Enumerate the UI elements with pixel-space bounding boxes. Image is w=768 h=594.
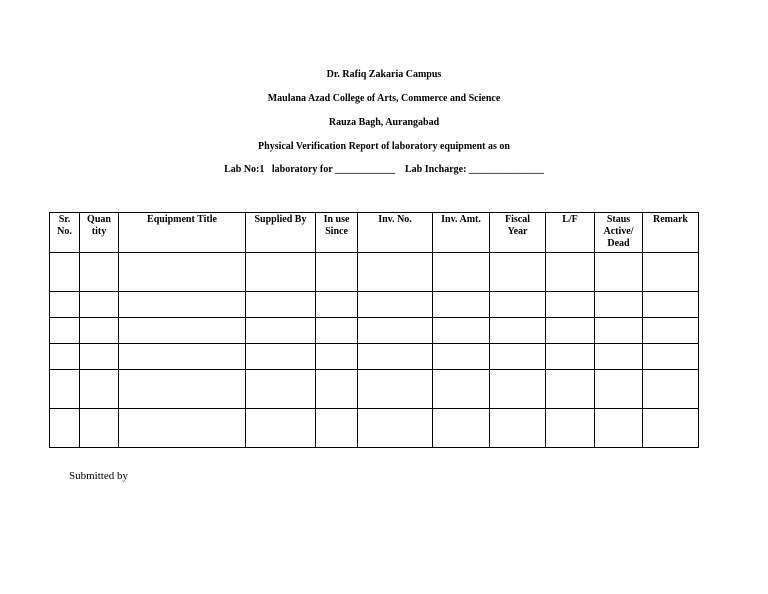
table-cell: [358, 344, 433, 370]
lab-info-line: Lab No:1 laboratory for ____________ Lab Incharge: _______________: [224, 164, 544, 175]
submitted-by-label: Submitted by: [69, 470, 128, 482]
table-cell: [490, 292, 546, 318]
col-header-inv-no: Inv. No.: [358, 213, 433, 253]
table-cell: [80, 292, 119, 318]
table-cell: [595, 409, 643, 448]
table-cell: [546, 318, 595, 344]
table-header-row: [50, 213, 699, 253]
col-header-inv-amt: Inv. Amt.: [433, 213, 490, 253]
table-cell: [80, 409, 119, 448]
table-cell: [80, 344, 119, 370]
table-cell: [433, 253, 490, 292]
table-row: [50, 409, 699, 448]
table-cell: [119, 344, 246, 370]
table-cell: [316, 318, 358, 344]
table-cell: [595, 370, 643, 409]
table-cell: [119, 292, 246, 318]
table-row: [50, 344, 699, 370]
table-cell: [643, 253, 699, 292]
table-cell: [643, 409, 699, 448]
table-cell: [119, 318, 246, 344]
col-header-in-use-since: In use Since: [316, 213, 358, 253]
table-cell: [595, 344, 643, 370]
table-cell: [490, 344, 546, 370]
table-cell: [50, 292, 80, 318]
table-cell: [119, 370, 246, 409]
table-cell: [595, 292, 643, 318]
table-row: [50, 292, 699, 318]
col-header-equipment-title: Equipment Title: [119, 213, 246, 253]
table-cell: [546, 409, 595, 448]
col-header-lf: L/F: [546, 213, 595, 253]
table-row: [50, 318, 699, 344]
table-cell: [119, 409, 246, 448]
table-cell: [316, 253, 358, 292]
table-cell: [595, 253, 643, 292]
table-row: [50, 370, 699, 409]
table-cell: [643, 318, 699, 344]
table-cell: [358, 253, 433, 292]
col-header-sr-no: Sr. No.: [50, 213, 80, 253]
campus-name: Dr. Rafiq Zakaria Campus: [326, 69, 442, 80]
table-cell: [546, 370, 595, 409]
col-header-remark: Remark: [643, 213, 699, 253]
table-cell: [316, 409, 358, 448]
table-cell: [643, 344, 699, 370]
equipment-table: [49, 212, 699, 448]
col-header-status: Staus Active/ Dead: [595, 213, 643, 253]
table-cell: [595, 318, 643, 344]
table-cell: [316, 292, 358, 318]
table-cell: [433, 344, 490, 370]
table-cell: [246, 370, 316, 409]
table-cell: [50, 409, 80, 448]
table-cell: [246, 318, 316, 344]
table-cell: [316, 344, 358, 370]
table-cell: [80, 370, 119, 409]
table-cell: [80, 318, 119, 344]
table-cell: [246, 409, 316, 448]
college-address: Rauza Bagh, Aurangabad: [328, 117, 440, 128]
table-cell: [246, 344, 316, 370]
table-cell: [50, 253, 80, 292]
table-cell: [246, 253, 316, 292]
table-cell: [358, 292, 433, 318]
college-name: Maulana Azad College of Arts, Commerce and Science: [267, 93, 501, 104]
table-cell: [50, 318, 80, 344]
col-header-quantity: Quan tity: [80, 213, 119, 253]
table-cell: [50, 344, 80, 370]
table-cell: [119, 253, 246, 292]
table-cell: [490, 318, 546, 344]
table-cell: [643, 292, 699, 318]
table-cell: [80, 253, 119, 292]
table-row: [50, 253, 699, 292]
table-cell: [433, 409, 490, 448]
table-cell: [490, 409, 546, 448]
col-header-supplied-by: Supplied By: [246, 213, 316, 253]
table-cell: [358, 318, 433, 344]
table-cell: [490, 370, 546, 409]
table-cell: [316, 370, 358, 409]
table-cell: [358, 409, 433, 448]
table-cell: [246, 292, 316, 318]
table-cell: [546, 292, 595, 318]
table-cell: [50, 370, 80, 409]
col-header-fiscal-year: Fiscal Year: [490, 213, 546, 253]
table-cell: [433, 370, 490, 409]
table-cell: [433, 318, 490, 344]
table-cell: [546, 344, 595, 370]
table-cell: [433, 292, 490, 318]
table-cell: [643, 370, 699, 409]
table-cell: [490, 253, 546, 292]
table-cell: [546, 253, 595, 292]
table-cell: [358, 370, 433, 409]
report-title: Physical Verification Report of laboratory equipment as on: [258, 141, 510, 152]
